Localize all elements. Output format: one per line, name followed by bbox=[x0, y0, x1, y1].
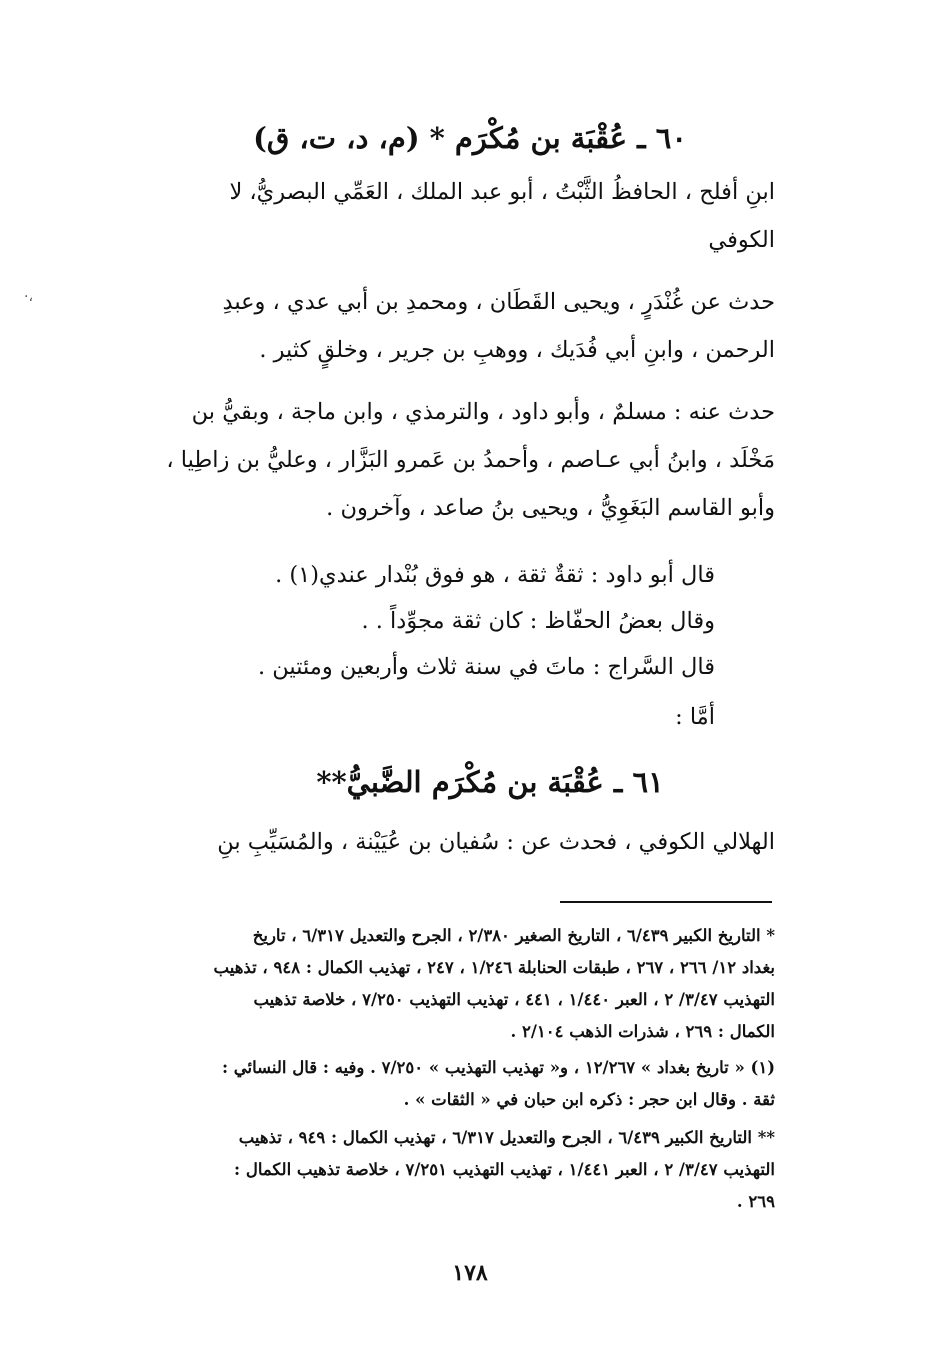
footnote-line: (١) « تاريخ بغداد » ١٢/٢٦٧ ، و« تهذيب التهذيب » ٧/٢٥٠ . وفيه : قال النسائي : bbox=[221, 1058, 775, 1077]
saying-huffaz: وقال بعضُ الحفّاظ : كان ثقة مجوِّداً . . bbox=[361, 608, 715, 634]
footnote-1 bbox=[112, 1052, 775, 1116]
text-line: الهلالي الكوفي ، فحدث عن : سُفيان بن عُيَيْنة ، والمُسَيِّبِ بنِ bbox=[217, 829, 775, 855]
entry-61-intro bbox=[112, 818, 775, 866]
footnote-line: ٢٦٩ . bbox=[736, 1192, 775, 1211]
footnote-line: التهذيب ٣/٤٧/ ٢ ، العبر ١/٤٤١ ، تهذيب التهذيب ٧/٢٥١ ، خلاصة تذهيب الكمال : bbox=[234, 1160, 775, 1179]
entry-60-students bbox=[112, 388, 775, 532]
text-line: الرحمن ، وابنِ أبي فُدَيك ، ووهبِ بن جرير ، وخلقٍ كثير . bbox=[259, 337, 775, 363]
saying-abu-dawud: قال أبو داود : ثقةٌ ثقة ، هو فوق بُنْدار عندي(١) . bbox=[275, 562, 715, 588]
footnote-star bbox=[112, 920, 775, 1048]
footnote-line: ** التاريخ الكبير ٦/٤٣٩ ، الجرح والتعديل ٦/٣١٧ ، تهذيب الكمال : ٩٤٩ ، تذهيب bbox=[238, 1128, 775, 1147]
text-line: وأبو القاسم البَغَوِيُّ ، ويحيى بنُ صاعد ، وآخرون . bbox=[326, 495, 775, 521]
footnote-line: ثقة . وقال ابن حجر : ذكره ابن حبان في « الثقات » . bbox=[403, 1090, 775, 1109]
text-line: حدث عنه : مسلمٌ ، وأبو داود ، والترمذي ، وابن ماجة ، وبقيُّ بن bbox=[191, 399, 775, 425]
page-number: ١٧٨ bbox=[452, 1260, 488, 1286]
scan-speck: ،· bbox=[24, 289, 33, 305]
footnote-line: * التاريخ الكبير ٦/٤٣٩ ، التاريخ الصغير ٢/٣٨٠ ، الجرح والتعديل ٦/٣١٧ ، تاريخ bbox=[252, 926, 775, 945]
text-line: ابنِ أفلح ، الحافظُ الثَّبْتُ ، أبو عبد الملك ، العَمِّي البصريُّ، لا bbox=[229, 179, 775, 205]
entry-60-heading: ٦٠ ـ عُقْبَة بن مُكْرَم * (م، د، ت، ق) bbox=[253, 121, 687, 155]
footnote-line: التهذيب ٣/٤٧/ ٢ ، العبر ١/٤٤٠ ، ٤٤١ ، تهذيب التهذيب ٧/٢٥٠ ، خلاصة تذهيب bbox=[253, 990, 775, 1009]
footnote-line: الكمال : ٢٦٩ ، شذرات الذهب ٢/١٠٤ . bbox=[510, 1022, 775, 1041]
footnote-double-star bbox=[112, 1122, 775, 1218]
text-line: الكوفي bbox=[708, 227, 775, 253]
entry-60-teachers bbox=[112, 278, 775, 374]
footnote-line: بغداد ١٢/ ٢٦٦ ، ٢٦٧ ، طبقات الحنابلة ١/٢٤٦ ، ٢٤٧ ، تهذيب الكمال : ٩٤٨ ، تذهيب bbox=[213, 958, 775, 977]
text-line: مَخْلَد ، وابنُ أبي عـاصم ، وأحمدُ بن عَمرو البَزَّار ، وعليُّ بن زاطِيا ، bbox=[166, 447, 775, 473]
footnote-separator bbox=[560, 901, 772, 903]
text-line: حدث عن غُنْدَرٍ ، ويحيى القَطَان ، ومحمدِ بن أبي عدي ، وعبدِ bbox=[222, 289, 775, 315]
entry-60-intro bbox=[112, 168, 775, 264]
entry-61-heading: ٦١ ـ عُقْبَة بن مُكْرَم الضَّبيُّ** bbox=[316, 765, 664, 799]
saying-amma: أمَّا : bbox=[675, 704, 715, 730]
saying-sarraj: قال السَّراج : ماتَ في سنة ثلاث وأربعين ومئتين . bbox=[257, 654, 715, 680]
